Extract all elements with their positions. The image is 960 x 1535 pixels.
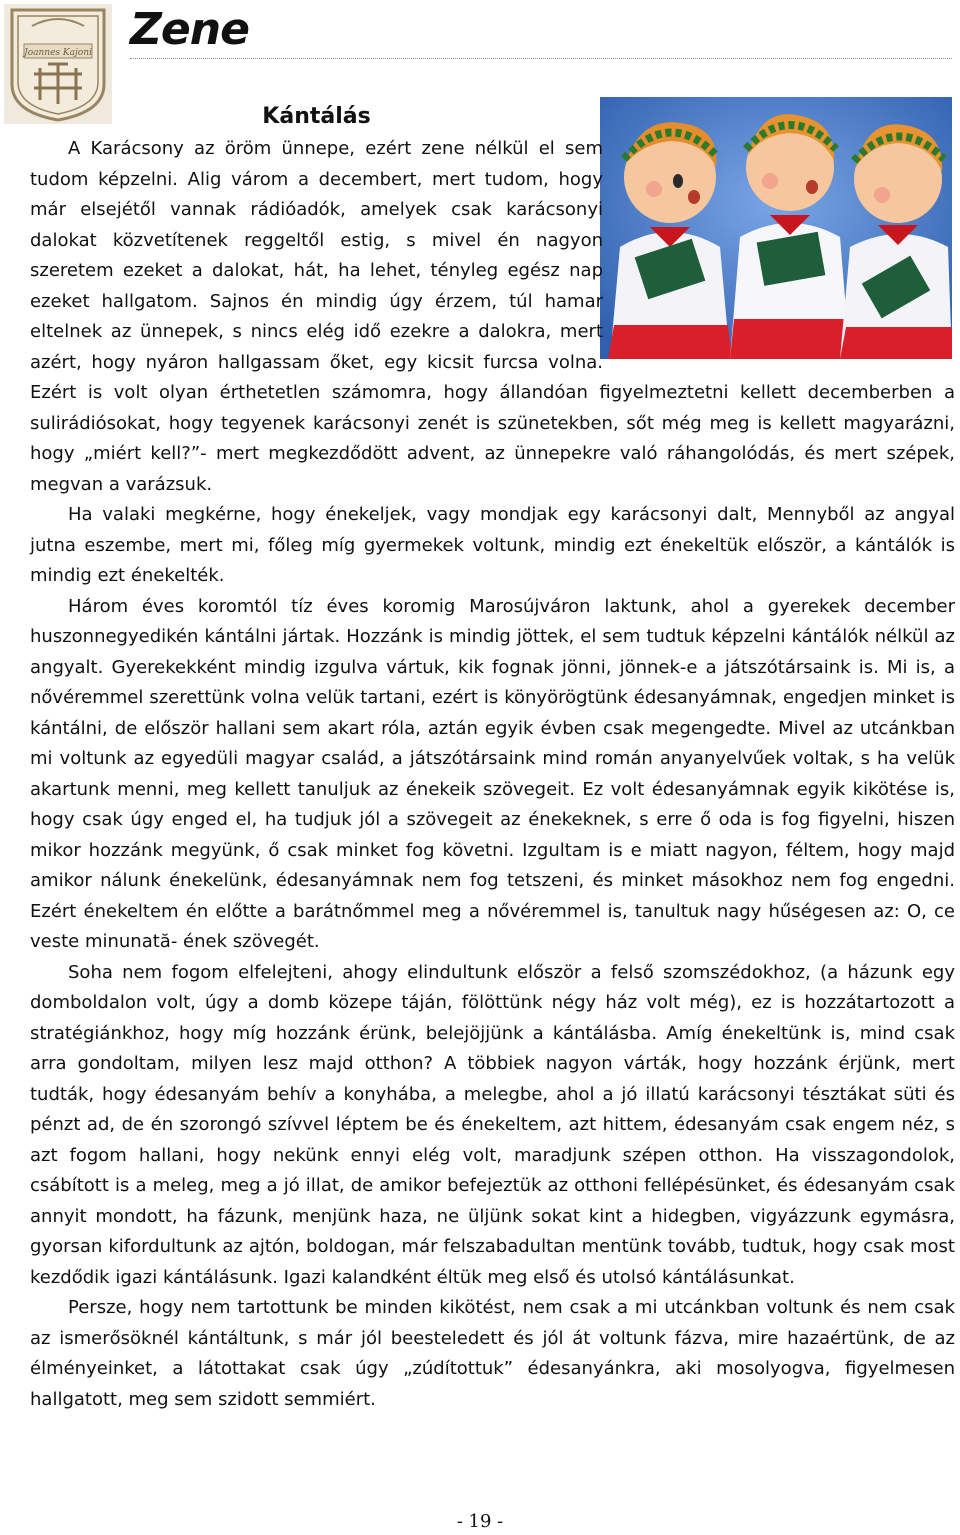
article <box>30 100 955 1415</box>
paragraph: Három éves koromtól tíz éves koromig Marosújváron laktunk, ahol a gyerekek december huszonnegyedikén kántálni jártak. Hozzánk is mindig jöttek, el sem tudtuk képzelni kántálók nélkül az angyalt. Gyerekekként mindig izgulva vártuk, kik fognak jönni, jönnek-e a játszótársaink is. Mi is, a nővéremmel szerettünk volna velük tartani, ezért is könyörögtünk édesanyámnak, engedjen minket is kántálni, de először hallani sem akart róla, aztán egyik évben csak megengedte. Mivel az utcánkban mi voltunk az egyedüli magyar család, a játszótársaink mind román anyanyelvűek voltak, s ha velük akartunk menni, meg kellett tanuljuk az énekeik szövegeit. Ez volt édesanyámnak egyik kikötése is, hogy csak úgy enged el, ha tudjuk jól a szövegeit az énekeknek, s erre ő oda is fog figyelni, hiszen mikor hozzánk megyünk, ő csak minket fog követni. Izgultam is e miatt nagyon, féltem, hogy majd amikor nálunk énekelünk, édesanyámnak nem fog tetszeni, és minket másokhoz nem fog engedni. Ezért énekeltem én előtte a barátnőmmel meg a nővéremmel is, tanultuk nagy hűségesen az: O, ce veste minunată- ének szövegét. <box>30 595 955 952</box>
paragraph: Persze, hogy nem tartottunk be minden kikötést, nem csak a mi utcánkban voltunk és nem csak az ismerősöknél kántáltunk, s már jól beesteledett és jól át voltunk fázva, mire hazaértünk, de az élményeinket, a látottakat csak úgy „zúdítottuk” édesanyánkra, aki mosolyogva, figyelmesen hallgatott, meg sem szidott semmiért. <box>30 1297 955 1410</box>
paragraph: Ha valaki megkérne, hogy énekeljek, vagy mondjak egy karácsonyi dalt, Mennyből az angyal jutna eszembe, mert mi, főleg míg gyermekek voltunk, mindig ezt énekeltük először, a kántálók is mindig ezt énekelték. <box>30 504 955 586</box>
page-number: - 19 - <box>456 1511 504 1532</box>
paragraph: A Karácsony az öröm ünnepe, ezért zene nélkül el sem tudom képzelni. Alig várom a decembert, mert tudom, hogy már elsejétől vannak rádióadók, amelyek csak karácsonyi dalokat közvetítenek reggeltől estig, s mivel én nagyon szeretem ezeket a dalokat, hát, ha lehet, tényleg egész nap ezeket hallgatom. Sajnos én mindig úgy érzem, túl hamar eltelnek az ünnepek, s nincs elég idő ezekre a dalokra, mert azért, hogy nyáron hallgassam őket, egy kicsit furcsa volna. Ezért is volt olyan érthetetlen számomra, hogy állandóan figyelmeztetni kellett decemberben a sulirádiósokat, hogy tegyenek karácsonyi zenét is szünetekben, sőt még meg is kellett magyarázni, hogy „miért kell?”- mert megkezdődött advent, az ünnepekre való ráhangolódás, és mert szépek, megvan a varázsuk. <box>30 138 955 495</box>
section-title: Zene <box>130 4 249 55</box>
logo-text: Joannes Kajoni <box>24 48 92 58</box>
paragraph: Soha nem fogom elfelejteni, ahogy elindultunk először a felső szomszédokhoz, (a házunk egy domboldalon volt, úgy a domb közepe táján, fölöttünk négy ház volt még), ez is hozzátartozott a stratégiánkhoz, hogy míg hozzánk érünk, belejöjjünk a kántálásba. Amíg énekeltünk is, mind csak arra gondoltam, milyen lesz majd otthon? A többiek nagyon várták, hogy hozzánk érjünk, mert tudták, hogy édesanyám behív a konyhába, a melegbe, ahol a jó illatú karácsonyi tésztákat süti és pénzt ad, de én szorongó szívvel léptem be és énekeltem, azt hittem, édesanyám csak engem néz, s azt fogom hallani, hogy nekünk ennyi elég volt, maradjunk szépen otthon. Ha visszagondolok, csábított is a meleg, meg a jó illat, de amikor befejeztük az otthoni fellépésünket, és édesanyám csak annyit mondott, ha fázunk, menjünk haza, ne üljünk sokat kint a hidegben, vigyázzunk egymásra, gyorsan kifordultunk az ajtón, boldogan, már felszabadultan mentünk tovább, tudtuk, hogy csak most kezdődik igazi kántálásunk. Igazi kalandként éltük meg első és utolsó kántálásunkat. <box>30 961 955 1288</box>
article-title: Kántálás <box>262 104 371 129</box>
header-divider <box>130 58 952 59</box>
illustration-spacer <box>615 100 955 362</box>
